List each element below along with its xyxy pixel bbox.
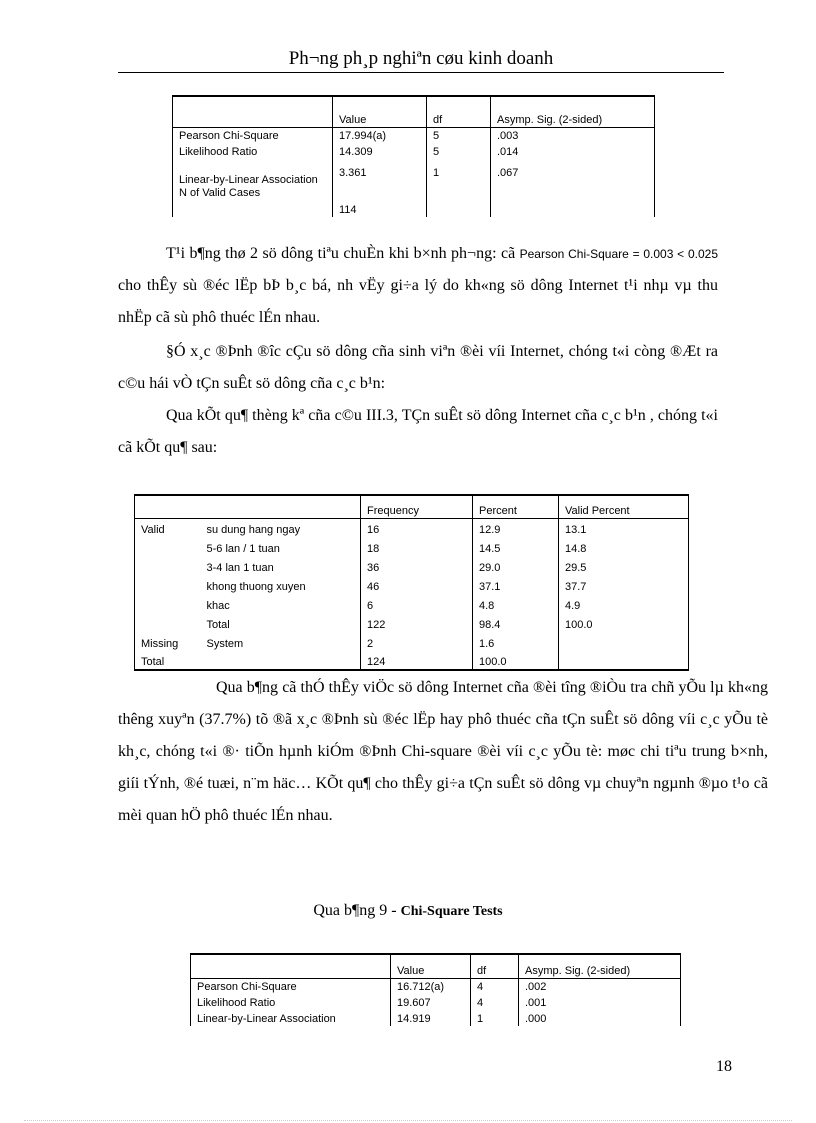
t2-r5-c0 [135, 613, 201, 632]
t3-h2: df [471, 954, 519, 978]
t2-r6-c2: 2 [361, 632, 473, 651]
t2-r3-c1: khong thuong xuyen [201, 575, 361, 594]
t2-r5-c1: Total [201, 613, 361, 632]
t2-r0-c3: 12.9 [473, 518, 559, 537]
t2-r6-c0: Missing [135, 632, 201, 651]
t1-r0-c0: Pearson Chi-Square [173, 127, 333, 143]
t2-r3-c2: 46 [361, 575, 473, 594]
para1-text-a: T¹i b¶ng thø 2 sö dông tiªu chuÈn khi b×nh ph¬ng: cã [166, 245, 520, 262]
t2-r6-c3: 1.6 [473, 632, 559, 651]
t3-r2-c2: 1 [471, 1010, 519, 1026]
t1-r2-c3: .067 [491, 159, 655, 187]
t2-r4-c4: 4.9 [559, 594, 689, 613]
t2-r5-c2: 122 [361, 613, 473, 632]
t2-r0-c1: su dung hang ngay [201, 518, 361, 537]
paragraph-4: Qua b¶ng cã thÓ thÊy viÖc sö dông Internet cña ®èi tîng ®iÒu tra chñ yÕu lµ kh«ng thêng xuyªn (37.7%) tõ ®ã x¸c ®Þnh sù ®éc lËp hay phô thuéc cña tÇn suÊt sö dông víi c¸c yÕu tè kh¸c, chóng t«i ®· tiÕn hµnh kiÓm ®Þnh Chi-square ®èi víi c¸c yÕu tè: møc chi tiªu trung b×nh, giíi tÝnh, ®é tuæi, n¨m häc… KÕt qu¶ cho thÊy gi÷a tÇn suÊt sö dông vµ chuyªn ngµnh ®µo t¹o cã mèi quan hÖ phô thuéc lÉn nhau. [118, 679, 768, 824]
t3-r2-c1: 14.919 [391, 1010, 471, 1026]
t2-r4-c1: khac [201, 594, 361, 613]
t2-r7-c4 [559, 651, 689, 670]
t1-r2-c1: 3.361 [333, 159, 427, 187]
t2-r1-c3: 14.5 [473, 537, 559, 556]
t1-r1-c1: 14.309 [333, 143, 427, 159]
t2-r3-c3: 37.1 [473, 575, 559, 594]
t3-r0-c3: .002 [519, 978, 681, 994]
t3-r1-c1: 19.607 [391, 994, 471, 1010]
t3-r1-c2: 4 [471, 994, 519, 1010]
t3-h3: Asymp. Sig. (2-sided) [519, 954, 681, 978]
t2-r5-c4: 100.0 [559, 613, 689, 632]
t2-r2-c0 [135, 556, 201, 575]
t2-r5-c3: 98.4 [473, 613, 559, 632]
caption-title: Chi-Square Tests [400, 904, 503, 919]
t1-r2-c0: Linear-by-Linear Association [173, 159, 333, 187]
t2-r2-c1: 3-4 lan 1 tuan [201, 556, 361, 575]
t2-r4-c3: 4.8 [473, 594, 559, 613]
t1-h1: Value [333, 96, 427, 127]
t3-r0-c2: 4 [471, 978, 519, 994]
t3-r0-c0: Pearson Chi-Square [191, 978, 391, 994]
t1-r3-c0: N of Valid Cases [173, 187, 333, 217]
chi-square-table-1 [172, 95, 655, 217]
t2-r4-c2: 6 [361, 594, 473, 613]
t2-h4: Valid Percent [559, 495, 689, 518]
t1-r1-c3: .014 [491, 143, 655, 159]
t1-r3-c1: 114 [333, 187, 427, 217]
para1-text-c: cho thÊy sù ®éc lËp bÞ b¸c bá, nh vËy gi÷a lý do kh«ng sö dông Internet t¹i nhµ vµ thu nhËp cã sù phô thuéc lÉn nhau. [118, 277, 718, 326]
chi-square-table-2 [190, 953, 681, 1026]
t2-r0-c4: 13.1 [559, 518, 689, 537]
t2-r1-c4: 14.8 [559, 537, 689, 556]
t3-h1: Value [391, 954, 471, 978]
t2-h2: Frequency [361, 495, 473, 518]
t2-r1-c1: 5-6 lan / 1 tuan [201, 537, 361, 556]
t3-r1-c0: Likelihood Ratio [191, 994, 391, 1010]
page-header [118, 46, 724, 73]
t2-h1 [201, 495, 361, 518]
t2-r6-c1: System [201, 632, 361, 651]
header-title: Ph¬ng ph¸p nghiªn cøu kinh doanh [288, 48, 554, 69]
t2-r2-c2: 36 [361, 556, 473, 575]
t2-r7-c3: 100.0 [473, 651, 559, 670]
t2-r7-c2: 124 [361, 651, 473, 670]
t1-r3-c3 [491, 187, 655, 217]
t3-r0-c1: 16.712(a) [391, 978, 471, 994]
t3-r2-c3: .000 [519, 1010, 681, 1026]
t3-r1-c3: .001 [519, 994, 681, 1010]
t2-r4-c0 [135, 594, 201, 613]
t3-h0 [191, 954, 391, 978]
t1-h2: df [427, 96, 491, 127]
t1-r2-c2: 1 [427, 159, 491, 187]
t2-r7-c1 [201, 651, 361, 670]
paragraph-1 [118, 238, 718, 334]
t2-r0-c0: Valid [135, 518, 201, 537]
t2-r1-c2: 18 [361, 537, 473, 556]
t2-r6-c4 [559, 632, 689, 651]
t2-h3: Percent [473, 495, 559, 518]
paragraph-3: Qua kÕt qu¶ thèng kª cña c©u III.3, TÇn suÊt sö dông Internet cña c¸c b¹n , chóng t«i cã kÕt qu¶ sau: [118, 407, 718, 456]
t2-r0-c2: 16 [361, 518, 473, 537]
caption-prefix: Qua b¶ng 9 - [313, 902, 401, 919]
t2-r3-c4: 37.7 [559, 575, 689, 594]
frequency-table [134, 494, 689, 671]
page-number: 18 [716, 1058, 732, 1075]
t2-r3-c0 [135, 575, 201, 594]
t3-r2-c0: Linear-by-Linear Association [191, 1010, 391, 1026]
t1-h0 [173, 96, 333, 127]
t1-h3: Asymp. Sig. (2-sided) [491, 96, 655, 127]
page-bottom-divider [24, 1120, 792, 1121]
para1-stat: Pearson Chi-Square = 0.003 < 0.025 [519, 247, 718, 261]
t2-r2-c4: 29.5 [559, 556, 689, 575]
t1-r1-c2: 5 [427, 143, 491, 159]
t2-r2-c3: 29.0 [473, 556, 559, 575]
table-caption [0, 902, 816, 920]
t2-r7-c0: Total [135, 651, 201, 670]
t1-r3-c2 [427, 187, 491, 217]
t2-h0 [135, 495, 201, 518]
t2-r1-c0 [135, 537, 201, 556]
t1-r0-c2: 5 [427, 127, 491, 143]
t1-r1-c0: Likelihood Ratio [173, 143, 333, 159]
t1-r0-c1: 17.994(a) [333, 127, 427, 143]
paragraph-2: §Ó x¸c ®Þnh ®îc cÇu sö dông cña sinh viªn ®èi víi Internet, chóng t«i còng ®Æt ra c©u hái vÒ tÇn suÊt sö dông cña c¸c b¹n: [118, 343, 718, 392]
t1-r0-c3: .003 [491, 127, 655, 143]
